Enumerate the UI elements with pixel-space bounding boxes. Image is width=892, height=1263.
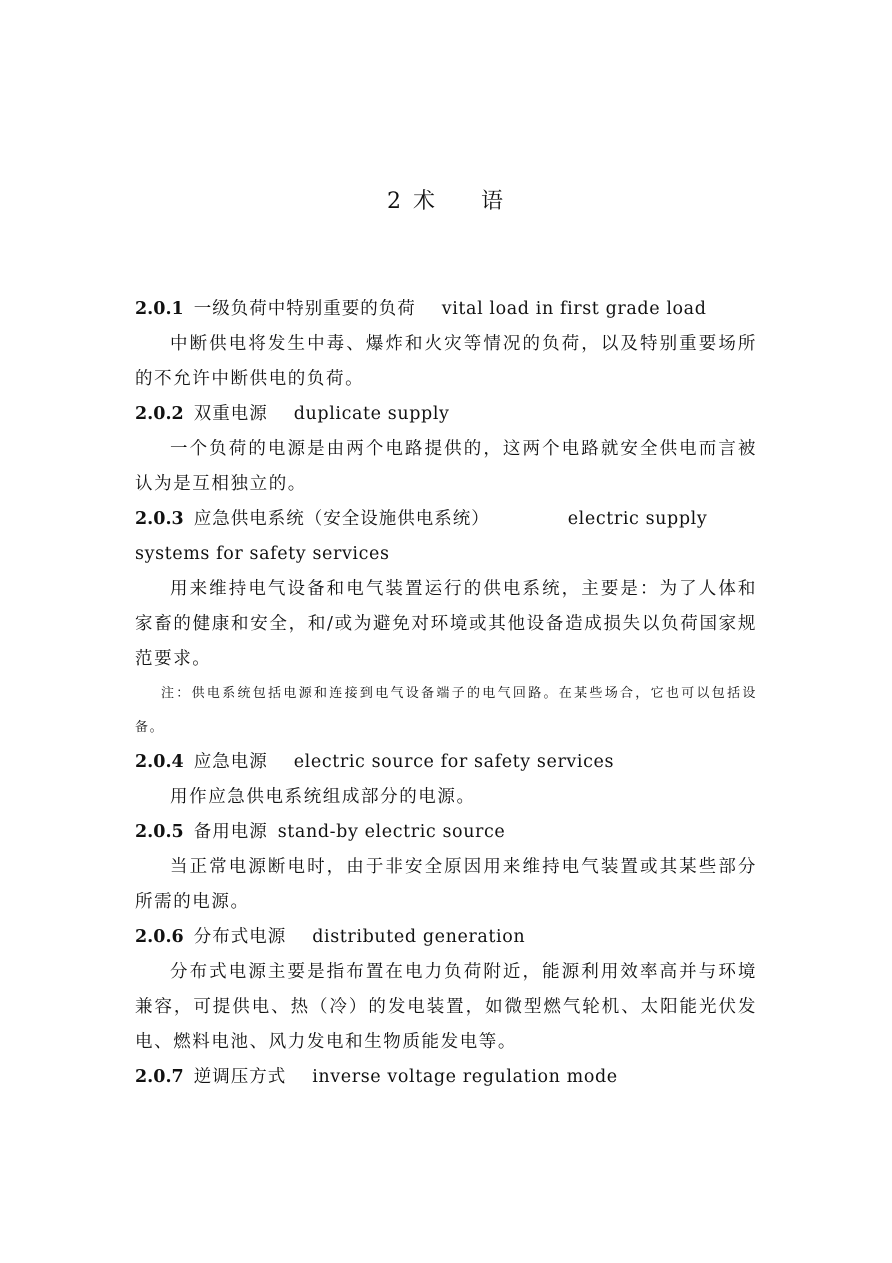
term-definition: 中断供电将发生中毒、爆炸和火灾等情况的负荷，以及特别重要场所的不允许中断供电的负荷。 (135, 334, 757, 389)
term-english: vital load in first grade load (441, 299, 707, 319)
chapter-title-part2: 语 (481, 189, 506, 214)
term-heading (135, 292, 757, 327)
term-chinese: 双重电源 (193, 404, 268, 424)
term-heading (135, 815, 757, 850)
term-note: 注：供电系统包括电源和连接到电气设备端子的电气回路。在某些场合，它也可以包括设备。 (135, 686, 757, 735)
term-chinese: 应急供电系统（安全设施供电系统） (193, 509, 490, 529)
term-definition: 用作应急供电系统组成部分的电源。 (170, 787, 476, 807)
term-english: stand-by electric source (277, 822, 506, 842)
term-number: 2.0.6 (135, 927, 184, 947)
term-chinese: 一级负荷中特别重要的负荷 (193, 299, 416, 319)
term-heading (135, 920, 757, 955)
term-heading (135, 502, 757, 572)
term-definition: 当正常电源断电时，由于非安全原因用来维持电气装置或其某些部分所需的电源。 (135, 857, 757, 912)
terms-section (135, 292, 757, 1095)
term-definition: 分布式电源主要是指布置在电力负荷附近，能源利用效率高并与环境兼容，可提供电、热（冷）的发电装置，如微型燃气轮机、太阳能光伏发电、燃料电池、风力发电和生物质能发电等。 (135, 962, 757, 1052)
term-number: 2.0.2 (135, 404, 184, 424)
term-chinese: 分布式电源 (193, 927, 287, 947)
chapter-number: 2 (386, 189, 403, 214)
term-english: duplicate supply (293, 404, 450, 424)
term-english: inverse voltage regulation mode (312, 1067, 618, 1087)
term-chinese: 应急电源 (193, 752, 268, 772)
term-chinese: 备用电源 (193, 822, 268, 842)
term-heading (135, 745, 757, 780)
term-heading (135, 1060, 757, 1095)
term-heading (135, 397, 757, 432)
term-number: 2.0.1 (135, 299, 184, 319)
term-chinese: 逆调压方式 (193, 1067, 287, 1087)
term-english: distributed generation (312, 927, 526, 947)
term-definition: 用来维持电气设备和电气装置运行的供电系统，主要是：为了人体和家畜的健康和安全，和/或为避免对环境或其他设备造成损失以负荷国家规范要求。 (135, 579, 757, 669)
term-number: 2.0.7 (135, 1067, 184, 1087)
term-english: electric supply systems for safety services (135, 509, 708, 564)
term-number: 2.0.5 (135, 822, 184, 842)
term-english: electric source for safety services (293, 752, 615, 772)
term-definition: 一个负荷的电源是由两个电路提供的，这两个电路就安全供电而言被认为是互相独立的。 (135, 439, 757, 494)
chapter-title (0, 184, 892, 215)
chapter-title-part1: 术 (412, 189, 437, 214)
term-number: 2.0.3 (135, 509, 184, 529)
term-number: 2.0.4 (135, 752, 184, 772)
